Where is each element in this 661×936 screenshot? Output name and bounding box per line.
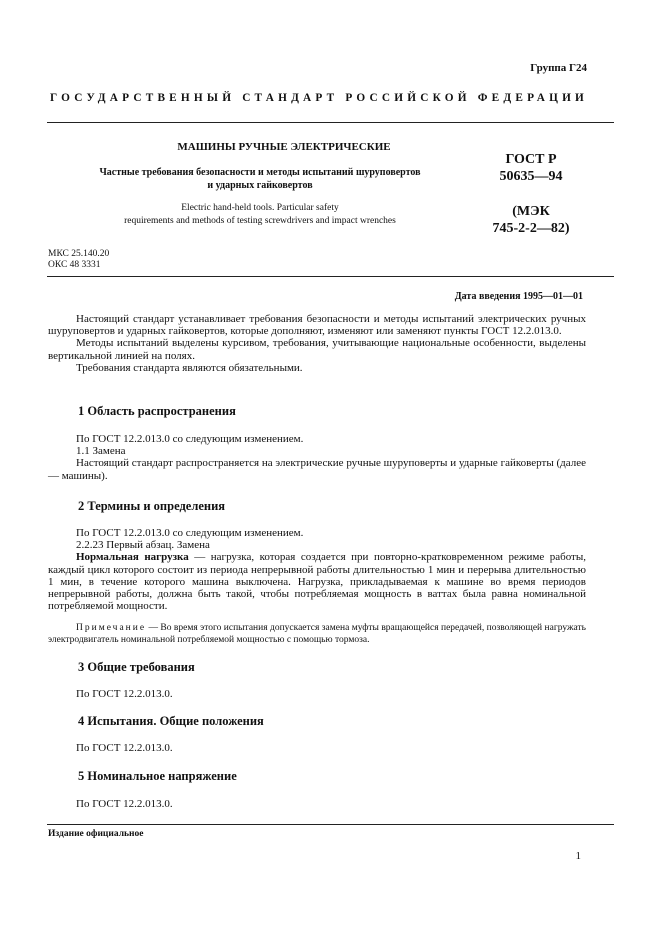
section-4-body: По ГОСТ 12.2.013.0.: [76, 742, 173, 754]
introduction-date: Дата введения 1995—01—01: [454, 291, 583, 302]
intro-section: [48, 313, 586, 374]
section-heading-5: 5 Номинальное напряжение: [78, 769, 237, 783]
document-title: МАШИНЫ РУЧНЫЕ ЭЛЕКТРИЧЕСКИЕ: [177, 141, 391, 153]
intro-paragraph: Методы испытаний выделены курсивом, требования, учитывающие национальные особенности, выделены вертикальной линией на полях.: [48, 337, 586, 362]
section-2-note: Примечание — Во время этого испытания допускается замена муфты вращающейся передачей, позволяющей нагружать электродвигатель номинальной потребляемой мощностью с помощью тормоза.: [48, 623, 586, 645]
section-3-body: По ГОСТ 12.2.013.0.: [76, 688, 173, 700]
iec-designation: (МЭК 745-2-2—82): [492, 204, 570, 236]
section-heading-3: 3 Общие требования: [78, 660, 195, 674]
section-heading-2: 2 Термины и определения: [78, 499, 226, 513]
oks-code: ОКС 48 3331: [48, 260, 101, 270]
intro-paragraph: Настоящий стандарт устанавливает требования безопасности и методы испытаний электрических ручных шуруповертов и ударных гайковертов, которые дополняют, изменяют или заменяют пункты ГОСТ 12.2.013.0.: [48, 313, 586, 338]
term: Нормальная нагрузка: [76, 551, 189, 564]
edition-label: Издание официальное: [48, 829, 144, 839]
header-divider: [47, 122, 614, 123]
classification-codes: [48, 249, 109, 271]
codes-divider: [47, 276, 614, 277]
gost-designation: ГОСТ Р 50635—94: [499, 152, 563, 184]
footer-divider: [47, 824, 614, 825]
term-definition: Нормальная нагрузка — нагрузка, которая создается при повторно-кратковременном режиме работы, каждый цикл которого состоит из периода непрерывной работы длительностью 1 мин и перерыва длительностью 1 мин, в течение которого машина выключена. Нагрузка, прикладываемая к машине во время периодов непрерывной работы, должна быть такой, чтобы потребляемая мощность в ваттах была равна номинальной потребляемой мощности.: [48, 551, 587, 613]
section-2-body: По ГОСТ 12.2.013.0 со следующим изменением. 2.2.23 Первый абзац. Замена Нормальная нагрузка — нагрузка, которая создается при повторно-кратковременном режиме работы, каждый цикл которого состоит из периода непрерывной работы длительностью 1 мин и перерыва длительностью 1 мин, в течение которого машина выключена. Нагрузка, прикладываемая к машине во время периодов непрерывной работы, должна быть такой, чтобы потребляемая мощность в ваттах была равна номинальной потребляемой мощности.: [48, 527, 587, 613]
section-5-body: По ГОСТ 12.2.013.0.: [76, 798, 173, 810]
mks-code: МКС 25.140.20: [48, 249, 110, 259]
section-heading-1: 1 Область распространения: [78, 404, 236, 418]
intro-paragraph: Требования стандарта являются обязательными.: [76, 361, 303, 374]
page-number: 1: [575, 850, 581, 862]
note-label: Примечание: [76, 623, 147, 633]
state-standard-title: ГОСУДАРСТВЕННЫЙ СТАНДАРТ РОССИЙСКОЙ ФЕДЕРАЦИИ: [50, 92, 589, 104]
section-heading-4: 4 Испытания. Общие положения: [78, 714, 264, 728]
document-subtitle-ru: Частные требования безопасности и методы испытаний шуруповертов и ударных гайковертов: [99, 167, 421, 191]
section-1-body: По ГОСТ 12.2.013.0 со следующим изменением. 1.1 Замена Настоящий стандарт распространяется на электрические ручные шуруповерты и ударные гайковерты (далее — машины).: [48, 433, 586, 482]
group-code: Группа Г24: [530, 62, 587, 74]
document-subtitle-en: Electric hand-held tools. Particular safety requirements and methods of testing screwdrivers and impact wrenches: [124, 203, 396, 226]
